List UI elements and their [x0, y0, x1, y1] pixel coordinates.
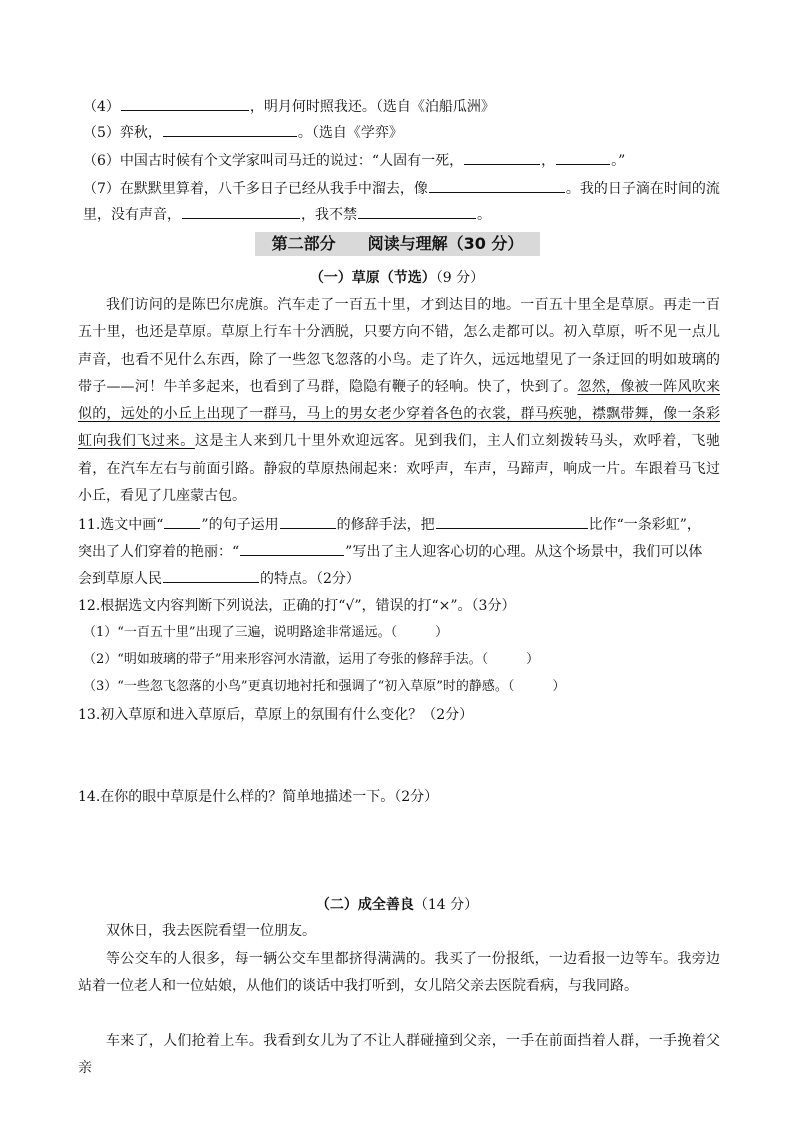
item-text: 中国古时候有个文学家叫司马迁的说过：“人固有一死， — [119, 153, 464, 169]
statement-text: （1）“一百五十里”出现了三遍，说明路途非常遥远。（ — [83, 625, 398, 640]
question-14 — [78, 787, 728, 807]
question-11-line1 — [78, 514, 728, 535]
passage-title: （二）成全善良 — [315, 897, 414, 913]
question-text: 13.初入草原和进入草原后，草原上的氛围有什么变化？（2分） — [78, 707, 474, 723]
passage-text: 车来了，人们抢着上车。我看到女儿为了不让人群碰撞到父亲，一手在前面挡着人群，一手挽着父亲 — [78, 1033, 720, 1077]
question-12-item-3 — [83, 677, 723, 697]
question-11-line3 — [78, 568, 728, 589]
question-13 — [78, 705, 728, 725]
question-12 — [78, 596, 728, 616]
question-text: 12.根据选文内容判断下列说法，正确的打“√”，错误的打“×”。（3分） — [78, 598, 516, 614]
reading2-paragraph-1 — [78, 918, 720, 945]
question-text: 比作“一条彩虹”， — [588, 517, 701, 533]
item-number: （6） — [83, 153, 120, 169]
blank[interactable] — [164, 514, 200, 529]
item-number: （7） — [83, 181, 120, 197]
passage-score: （9 分） — [435, 270, 485, 286]
part-label: 第二部分 — [271, 234, 336, 253]
question-text: 的特点。（2分） — [260, 571, 360, 587]
passage-text: 我们访问的是陈巴尔虎旗。汽车走了一百五十里，才到达目的地。一百五十里全是草原。再走一百五十里，也还是草原。草原上行车十分洒脱，只要方向不错，怎么走都可以。初入草原，听不见一点儿声音，也看不见什么东西，除了一些忽飞忽落的小鸟。走了许久，远远地望见了一条迂回的明如玻璃的带子——河！牛羊多起来，也看到了马群，隐隐有鞭子的轻响。快了，快到了。 — [78, 297, 720, 395]
item-5 — [83, 122, 723, 143]
item-text: 弈秋， — [119, 125, 162, 141]
statement-text: （3）“一些忽飞忽落的小鸟”更真切地衬托和强调了“初入草原”时的静感。（ — [83, 679, 515, 694]
item-text: ， — [541, 153, 556, 169]
question-11-line2 — [78, 541, 728, 562]
passage-text: 这是主人来到几十里外欢迎远客。见到我们，主人们立刻拨转马头，欢呼着，飞驰着，在汽车左右与前面引路。静寂的草原热闹起来：欢呼声，车声，马蹄声，响成一片。车跟着马飞过小丘，看见了几座蒙古包。 — [78, 433, 721, 505]
item-text: ，明月何时照我还。（选自《泊船瓜洲》 — [249, 99, 495, 115]
item-text: 在默默里算着，八千多日子已经从我手中溜去，像 — [119, 181, 428, 197]
statement-text: ） — [552, 679, 566, 694]
item-text: ，我不禁 — [301, 207, 357, 223]
passage-title: （一）草原（节选） — [309, 270, 436, 286]
blank[interactable] — [429, 178, 565, 193]
statement-text: ） — [435, 625, 449, 640]
item-7 — [83, 178, 723, 199]
reading2-paragraph-2 — [78, 946, 720, 1001]
question-12-item-1 — [83, 623, 723, 643]
statement-text: ） — [526, 652, 540, 667]
blank[interactable] — [182, 204, 300, 219]
statement-text: （2）“明如玻璃的带子”用来形容河水清澈，运用了夸张的修辞手法。（ — [83, 652, 489, 667]
question-text: 的修辞手法，把 — [336, 517, 435, 533]
question-text: 突出了人们穿着的艳丽：“ — [78, 544, 240, 560]
blank[interactable] — [358, 204, 476, 219]
blank[interactable] — [464, 150, 540, 165]
underlined-sentence: 忽然，像被一阵风吹来似的，远处的小丘上出现了一群马，马上的男女老少穿着各色的衣裳，群马疾驰，襟飘带舞，像一条彩虹向我们飞过来。 — [78, 378, 721, 450]
passage-text: 双休日，我去医院看望一位朋友。 — [106, 923, 316, 939]
reading2-title — [0, 895, 794, 915]
question-text: 会到草原人民 — [78, 571, 162, 587]
part-title: 阅读与理解（30 分） — [367, 234, 524, 253]
blank[interactable] — [556, 150, 610, 165]
blank[interactable] — [163, 568, 259, 583]
blank[interactable] — [163, 122, 297, 137]
question-12-item-2 — [83, 650, 723, 670]
item-text: 。（选自《学弈》 — [297, 125, 403, 141]
blank[interactable] — [280, 514, 336, 529]
item-number: （5） — [83, 125, 120, 141]
item-text: 。 — [477, 207, 491, 223]
question-text: 14.在你的眼中草原是什么样的？简单地描述一下。（2分） — [78, 789, 439, 805]
blank[interactable] — [240, 541, 344, 556]
reading1-title — [0, 268, 794, 288]
part2-heading — [255, 232, 540, 256]
question-text: 11.选文中画“ — [78, 517, 164, 533]
item-4 — [83, 96, 723, 117]
passage-text: 等公交车的人很多，每一辆公交车里都挤得满满的。我买了一份报纸，一边看报一边等车。我旁边站着一位老人和一位姑娘，从他们的谈话中我打听到，女儿陪父亲去医院看病，与我同路。 — [78, 951, 720, 995]
blank[interactable] — [436, 514, 588, 529]
passage-score: （14 分） — [413, 897, 479, 913]
blank[interactable] — [121, 96, 249, 111]
reading1-passage — [78, 292, 720, 510]
reading2-paragraph-3 — [78, 1028, 720, 1077]
item-text: 。我的日子滴在时间的流 — [565, 181, 720, 197]
item-number: （4） — [83, 99, 120, 115]
question-text: ”写出了主人迎客心切的心理。从这个场景中，我们可以体 — [345, 544, 703, 560]
item-7-continued — [83, 204, 723, 225]
question-text: ”的句子运用 — [201, 517, 279, 533]
item-6 — [83, 150, 723, 171]
item-text: 。” — [611, 153, 626, 169]
item-text: 里，没有声音， — [83, 207, 181, 223]
